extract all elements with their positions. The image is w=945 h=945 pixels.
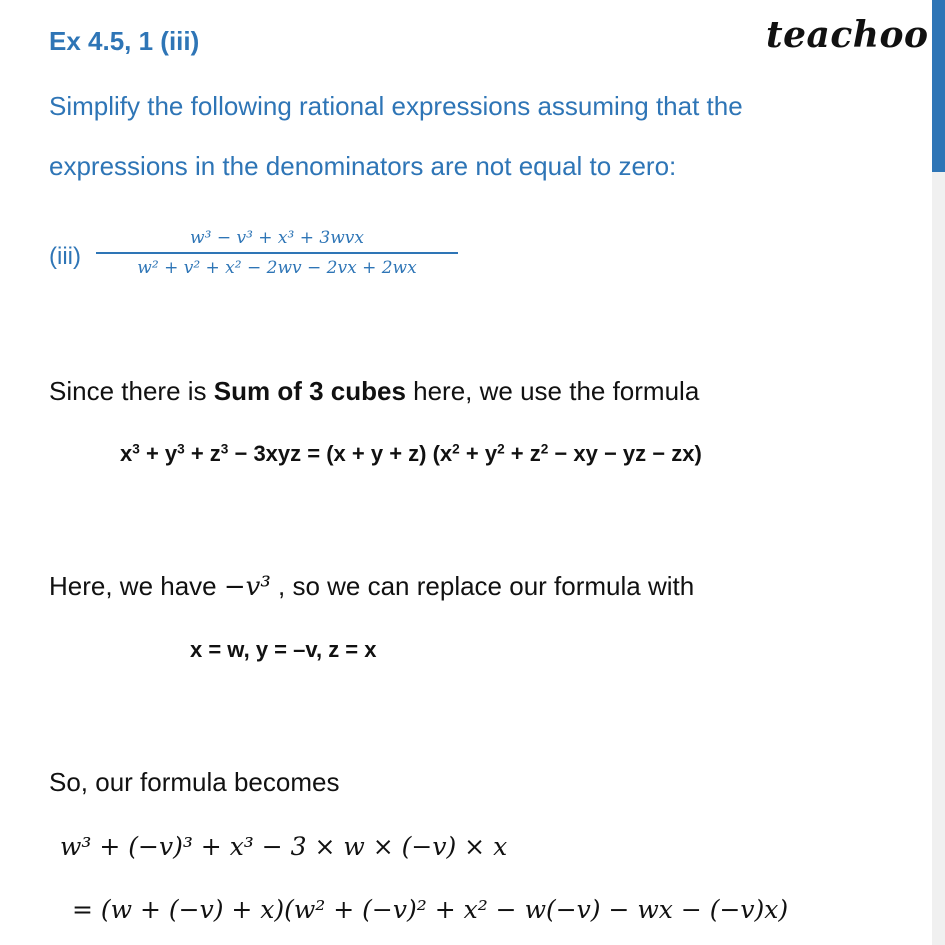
equation-line-1: w³ + (−v)³ + x³ − 3 × w × (−v) × x <box>60 832 508 861</box>
question-line-2: expressions in the denominators are not equal to zero: <box>49 151 677 181</box>
part-label: (iii) <box>49 243 81 270</box>
minus-v-cubed: −v³ <box>223 572 271 602</box>
numerator: w³ − v³ + x³ + 3wvx <box>190 228 364 248</box>
exercise-title: Ex 4.5, 1 (iii) <box>49 26 200 56</box>
fraction-bar <box>96 252 458 254</box>
solution-paragraph-1: Since there is Sum of 3 cubes here, we use the formula <box>49 376 700 406</box>
solution-paragraph-3: So, our formula becomes <box>49 767 340 797</box>
teachoo-logo: teachoo <box>766 14 929 56</box>
equation-line-2: = (w + (−v) + x)(w² + (−v)² + x² − w(−v) − wx − (−v)x) <box>72 895 789 924</box>
rational-expression <box>96 226 458 280</box>
denominator: w² + v² + x² − 2wv − 2vx + 2wx <box>137 257 417 278</box>
substitution: x = w, y = –v, z = x <box>190 637 377 662</box>
solution-paragraph-2: Here, we have −v³ , so we can replace our formula with <box>49 571 695 602</box>
sum-of-cubes-term: Sum of 3 cubes <box>213 376 406 406</box>
sum-of-cubes-formula: $x^3 + y^3 + z^3 - 3xyz = (x + y + z) (x^2 + y^2 + z^2$ − xy − yz − zx) <box>120 441 702 466</box>
question-line-1: Simplify the following rational expressions assuming that the <box>49 91 743 121</box>
scrollbar-thumb[interactable] <box>932 0 945 172</box>
